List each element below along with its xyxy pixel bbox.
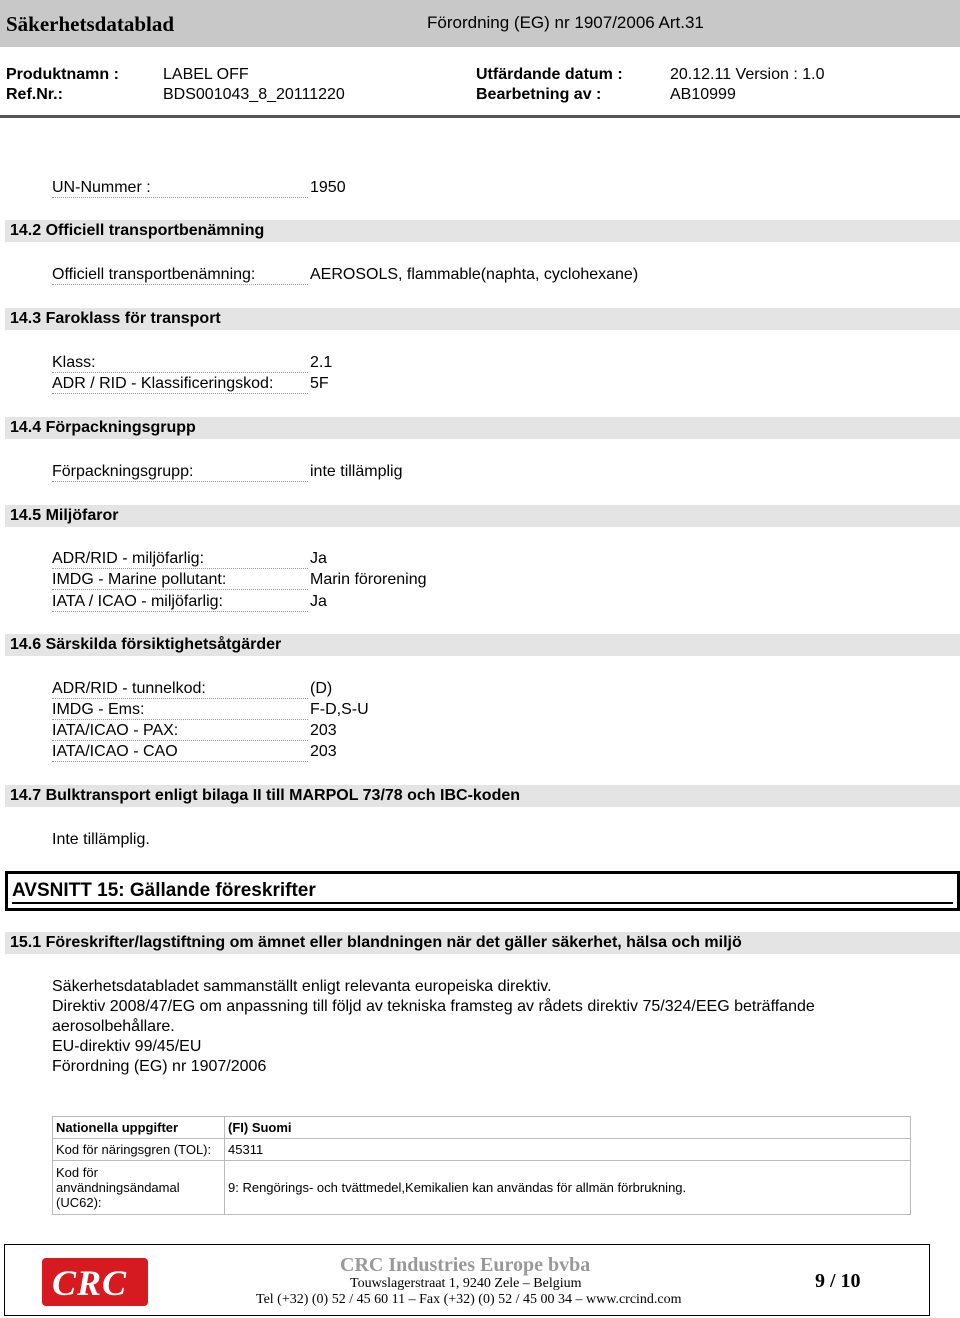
regulation-line-1: Säkerhetsdatabladet sammanställt enligt relevanta europeiska direktiv. (52, 978, 552, 995)
product-label: Produktnamn : (6, 66, 119, 83)
tol-label: Kod för näringsgren (TOL): (53, 1139, 225, 1161)
regulation-line-4: EU-direktiv 99/45/EU (52, 1038, 202, 1055)
classification-code-label: ADR / RID - Klassificeringskod: (52, 374, 308, 394)
pax-value: 203 (310, 722, 337, 739)
section-bar-14-5 (5, 505, 960, 527)
pax-label: IATA/ICAO - PAX: (52, 721, 308, 741)
national-header: Nationella uppgifter (53, 1117, 225, 1139)
classification-code-value: 5F (310, 375, 329, 392)
packing-group-value: inte tillämplig (310, 463, 403, 480)
section-heading-15-1: 15.1 Föreskrifter/lagstiftning om ämnet eller blandningen när det gäller säkerhet, hälsa och miljö (10, 934, 742, 951)
section-heading-14-7: 14.7 Bulktransport enligt bilaga II till MARPOL 73/78 och IBC-koden (10, 787, 521, 804)
tol-value: 45311 (225, 1139, 911, 1161)
cao-label: IATA/ICAO - CAO (52, 742, 308, 762)
company-address: Touwslagerstraat 1, 9240 Zele – Belgium (350, 1276, 582, 1291)
section-15-title: AVSNITT 15: Gällande föreskrifter (12, 880, 316, 901)
national-country: (FI) Suomi (225, 1117, 911, 1139)
packing-group-label: Förpackningsgrupp: (52, 462, 308, 482)
page-number: 9 / 10 (815, 1270, 861, 1292)
product-value: LABEL OFF (163, 66, 249, 83)
cao-value: 203 (310, 743, 337, 760)
shipping-name-value: AEROSOLS, flammable(naphta, cyclohexane) (310, 266, 639, 283)
un-number-value: 1950 (310, 179, 346, 196)
edit-label: Bearbetning av : (476, 86, 602, 103)
company-name: CRC Industries Europe bvba (340, 1254, 591, 1276)
ems-value: F-D,S-U (310, 701, 369, 718)
un-number-label: UN-Nummer : (52, 178, 308, 198)
uc62-label (53, 1161, 225, 1215)
national-info-table (52, 1116, 911, 1215)
ems-label: IMDG - Ems: (52, 700, 308, 720)
edit-value: AB10999 (670, 86, 736, 103)
env-adr-value: Ja (310, 550, 327, 567)
uc62-label-text: Kod för användningsändamal (UC62): (56, 1165, 180, 1210)
regulation-line-3: aerosolbehållare. (52, 1018, 175, 1035)
shipping-name-label: Officiell transportbenämning: (52, 265, 308, 285)
section-heading-14-4: 14.4 Förpackningsgrupp (10, 419, 196, 436)
env-iata-label: IATA / ICAO - miljöfarlig: (52, 592, 308, 612)
company-contact: Tel (+32) (0) 52 / 45 60 11 – Fax (+32) (0) 52 / 45 00 34 – www.crcind.com (256, 1292, 682, 1307)
uc62-value: 9: Rengörings- och tvättmedel,Kemikalien kan användas för allmän förbrukning. (225, 1161, 911, 1215)
header-divider (0, 115, 960, 118)
regulation-line-2: Direktiv 2008/47/EG om anpassning till följd av tekniska framsteg av rådets direktiv 75/324/EEG beträffande (52, 998, 815, 1015)
env-adr-label: ADR/RID - miljöfarlig: (52, 549, 308, 569)
tunnel-code-label: ADR/RID - tunnelkod: (52, 679, 308, 699)
regulation-line-5: Förordning (EG) nr 1907/2006 (52, 1058, 267, 1075)
tunnel-code-value: (D) (310, 680, 333, 697)
regulation-ref: Förordning (EG) nr 1907/2006 Art.31 (427, 13, 704, 32)
section-heading-14-3: 14.3 Faroklass för transport (10, 310, 221, 327)
section-heading-14-6: 14.6 Särskilda försiktighetsåtgärder (10, 636, 282, 653)
issue-label: Utfärdande datum : (476, 66, 623, 83)
bulk-transport-text: Inte tillämplig. (52, 831, 150, 848)
section-heading-14-5: 14.5 Miljöfaror (10, 507, 119, 524)
class-value: 2.1 (310, 354, 333, 371)
ref-value: BDS001043_8_20111220 (163, 86, 345, 103)
section-heading-14-2: 14.2 Officiell transportbenämning (10, 222, 265, 239)
env-iata-value: Ja (310, 593, 327, 610)
doc-title: Säkerhetsdatablad (6, 12, 175, 36)
env-imdg-label: IMDG - Marine pollutant: (52, 570, 308, 590)
ref-label: Ref.Nr.: (6, 86, 63, 103)
class-label: Klass: (52, 353, 308, 373)
issue-value: 20.12.11 Version : 1.0 (670, 66, 825, 83)
crc-logo-text: CRC (52, 1263, 128, 1303)
env-imdg-value: Marin förorening (310, 571, 427, 588)
